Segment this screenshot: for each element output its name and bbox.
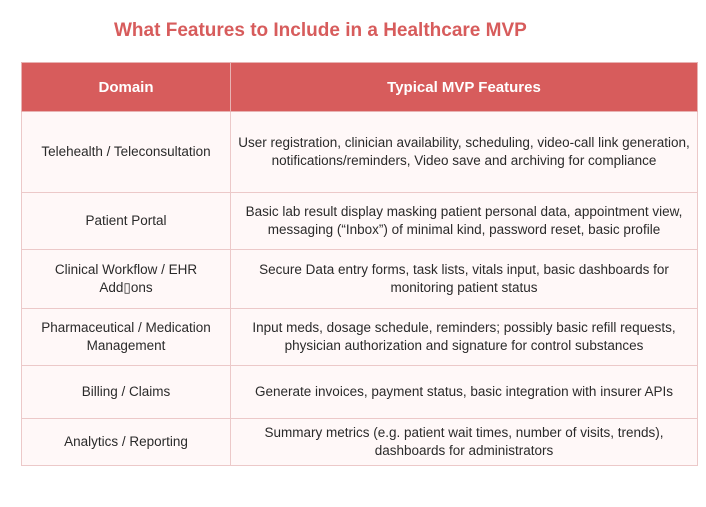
domain-cell: Clinical Workflow / EHR Add▯ons xyxy=(22,250,231,309)
domain-cell: Patient Portal xyxy=(22,193,231,250)
column-header-domain: Domain xyxy=(22,63,231,112)
features-cell: Secure Data entry forms, task lists, vitals input, basic dashboards for monitoring patient status xyxy=(231,250,698,309)
features-cell: Basic lab result display masking patient personal data, appointment view, messaging (“Inbox”) of minimal kind, password reset, basic profile xyxy=(231,193,698,250)
table-row xyxy=(22,112,698,193)
features-table xyxy=(21,62,698,466)
column-header-features: Typical MVP Features xyxy=(231,63,698,112)
domain-cell: Telehealth / Teleconsultation xyxy=(22,112,231,193)
table-row xyxy=(22,366,698,419)
table-row xyxy=(22,250,698,309)
features-cell: Input meds, dosage schedule, reminders; possibly basic refill requests, physician authorization and signature for control substances xyxy=(231,309,698,366)
domain-cell: Pharmaceutical / Medication Management xyxy=(22,309,231,366)
table-row xyxy=(22,419,698,466)
features-cell: Generate invoices, payment status, basic integration with insurer APIs xyxy=(231,366,698,419)
features-cell: User registration, clinician availability, scheduling, video-call link generation, notifications/reminders, Video save and archiving for compliance xyxy=(231,112,698,193)
table-row xyxy=(22,309,698,366)
features-cell: Summary metrics (e.g. patient wait times, number of visits, trends), dashboards for administrators xyxy=(231,419,698,466)
page-title: What Features to Include in a Healthcare MVP xyxy=(114,20,527,41)
table-header-row xyxy=(22,63,698,112)
domain-cell: Billing / Claims xyxy=(22,366,231,419)
table-row xyxy=(22,193,698,250)
domain-cell: Analytics / Reporting xyxy=(22,419,231,466)
